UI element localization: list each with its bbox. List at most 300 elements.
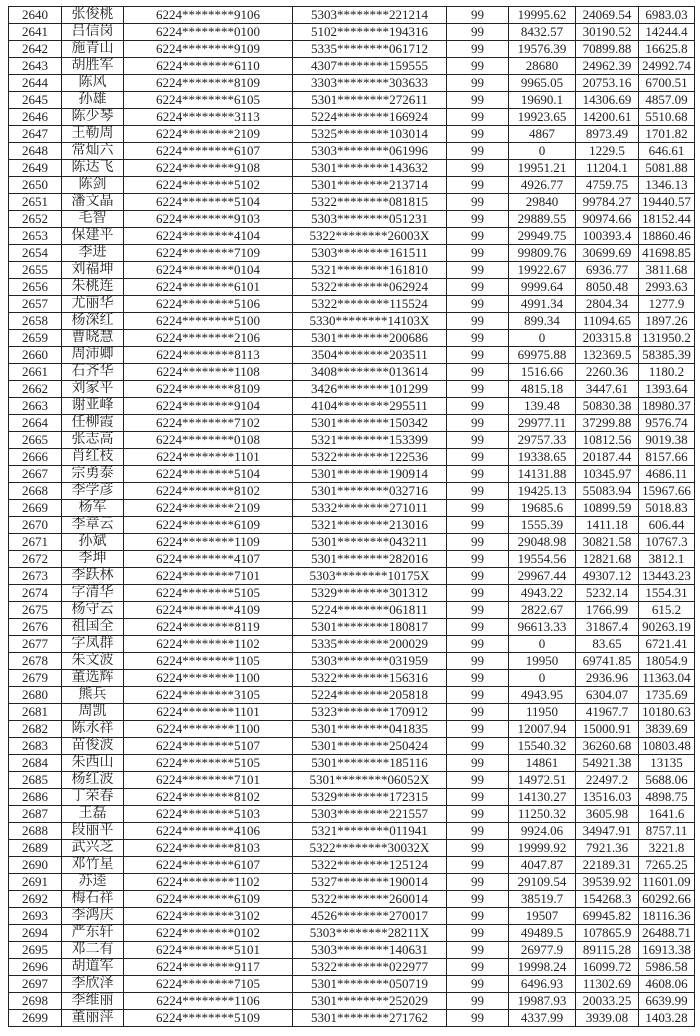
table-row — [9, 41, 695, 58]
id-number-cell: 5303********051231 — [293, 211, 447, 228]
table-row — [9, 925, 695, 942]
amount-3-cell: 5081.88 — [639, 160, 695, 177]
id-number-cell: 5303********061996 — [293, 143, 447, 160]
id-number-cell: 5303********28211X — [293, 925, 447, 942]
name-cell: 施青山 — [62, 41, 124, 58]
table-row — [9, 109, 695, 126]
amount-1-cell: 12007.94 — [509, 721, 576, 738]
amount-2-cell: 24962.39 — [576, 58, 639, 75]
amount-3-cell: 4857.09 — [639, 92, 695, 109]
name-cell: 李章云 — [62, 517, 124, 534]
table-row — [9, 143, 695, 160]
table-row — [9, 687, 695, 704]
id-number-cell: 5301********032716 — [293, 483, 447, 500]
amount-3-cell: 6700.51 — [639, 75, 695, 92]
row-number-cell: 2661 — [9, 364, 62, 381]
row-number-cell: 2684 — [9, 755, 62, 772]
amount-2-cell: 55083.94 — [576, 483, 639, 500]
bank-card-cell: 6224********4109 — [124, 602, 293, 619]
table-row — [9, 228, 695, 245]
amount-1-cell: 19999.92 — [509, 840, 576, 857]
id-number-cell: 5322********081815 — [293, 194, 447, 211]
name-cell: 杨深红 — [62, 313, 124, 330]
row-number-cell: 2663 — [9, 398, 62, 415]
code-cell: 99 — [447, 840, 509, 857]
amount-2-cell: 3939.08 — [576, 1010, 639, 1027]
amount-3-cell: 11601.09 — [639, 874, 695, 891]
amount-2-cell: 13516.03 — [576, 789, 639, 806]
amount-1-cell: 96613.33 — [509, 619, 576, 636]
amount-3-cell: 1393.64 — [639, 381, 695, 398]
bank-card-cell: 6224********5100 — [124, 313, 293, 330]
table-row — [9, 245, 695, 262]
bank-card-cell: 6224********8102 — [124, 483, 293, 500]
records-table-body — [9, 7, 695, 1027]
name-cell: 苗俊波 — [62, 738, 124, 755]
name-cell: 杨军 — [62, 500, 124, 517]
amount-2-cell: 20753.16 — [576, 75, 639, 92]
amount-3-cell: 3221.8 — [639, 840, 695, 857]
code-cell: 99 — [447, 245, 509, 262]
id-number-cell: 5224********061811 — [293, 602, 447, 619]
row-number-cell: 2641 — [9, 24, 62, 41]
amount-3-cell: 16625.8 — [639, 41, 695, 58]
code-cell: 99 — [447, 891, 509, 908]
bank-card-cell: 6224********1101 — [124, 704, 293, 721]
amount-3-cell: 1735.69 — [639, 687, 695, 704]
row-number-cell: 2666 — [9, 449, 62, 466]
bank-card-cell: 6224********0100 — [124, 24, 293, 41]
code-cell: 99 — [447, 24, 509, 41]
amount-3-cell: 3839.69 — [639, 721, 695, 738]
code-cell: 99 — [447, 41, 509, 58]
row-number-cell: 2699 — [9, 1010, 62, 1027]
amount-3-cell: 18152.44 — [639, 211, 695, 228]
id-number-cell: 5301********271762 — [293, 1010, 447, 1027]
name-cell: 朱桃连 — [62, 279, 124, 296]
row-number-cell: 2650 — [9, 177, 62, 194]
name-cell: 吕信岗 — [62, 24, 124, 41]
amount-2-cell: 11094.65 — [576, 313, 639, 330]
row-number-cell: 2695 — [9, 942, 62, 959]
amount-2-cell: 11204.1 — [576, 160, 639, 177]
bank-card-cell: 6224********7105 — [124, 976, 293, 993]
name-cell: 胡道军 — [62, 959, 124, 976]
amount-3-cell: 18054.9 — [639, 653, 695, 670]
name-cell: 苏逵 — [62, 874, 124, 891]
row-number-cell: 2646 — [9, 109, 62, 126]
bank-card-cell: 6224********6107 — [124, 857, 293, 874]
amount-1-cell: 14130.27 — [509, 789, 576, 806]
amount-2-cell: 14200.61 — [576, 109, 639, 126]
code-cell: 99 — [447, 517, 509, 534]
amount-1-cell: 11950 — [509, 704, 576, 721]
amount-2-cell: 89115.28 — [576, 942, 639, 959]
table-row — [9, 92, 695, 109]
name-cell: 孙斌 — [62, 534, 124, 551]
id-number-cell: 3426********101299 — [293, 381, 447, 398]
bank-card-cell: 6224********1109 — [124, 534, 293, 551]
id-number-cell: 5301********050719 — [293, 976, 447, 993]
id-number-cell: 5303********221214 — [293, 7, 447, 24]
amount-1-cell: 29977.11 — [509, 415, 576, 432]
bank-card-cell: 6224********9103 — [124, 211, 293, 228]
row-number-cell: 2667 — [9, 466, 62, 483]
name-cell: 任柳霞 — [62, 415, 124, 432]
id-number-cell: 5301********200686 — [293, 330, 447, 347]
amount-1-cell: 29840 — [509, 194, 576, 211]
id-number-cell: 5303********140631 — [293, 942, 447, 959]
table-row — [9, 908, 695, 925]
name-cell: 李维丽 — [62, 993, 124, 1010]
amount-3-cell: 2993.63 — [639, 279, 695, 296]
id-number-cell: 5322********125124 — [293, 857, 447, 874]
amount-3-cell: 58385.39 — [639, 347, 695, 364]
amount-2-cell: 22497.2 — [576, 772, 639, 789]
id-number-cell: 4526********270017 — [293, 908, 447, 925]
amount-1-cell: 26977.9 — [509, 942, 576, 959]
amount-3-cell: 3812.1 — [639, 551, 695, 568]
amount-3-cell: 11363.04 — [639, 670, 695, 687]
code-cell: 99 — [447, 330, 509, 347]
code-cell: 99 — [447, 1010, 509, 1027]
table-row — [9, 364, 695, 381]
row-number-cell: 2670 — [9, 517, 62, 534]
table-row — [9, 211, 695, 228]
id-number-cell: 5322********115524 — [293, 296, 447, 313]
bank-card-cell: 6224********5105 — [124, 755, 293, 772]
row-number-cell: 2672 — [9, 551, 62, 568]
id-number-cell: 5102********194316 — [293, 24, 447, 41]
amount-1-cell: 11250.32 — [509, 806, 576, 823]
code-cell: 99 — [447, 806, 509, 823]
table-row — [9, 398, 695, 415]
table-row — [9, 534, 695, 551]
amount-3-cell: 615.2 — [639, 602, 695, 619]
bank-card-cell: 6224********4106 — [124, 823, 293, 840]
amount-2-cell: 1229.5 — [576, 143, 639, 160]
row-number-cell: 2685 — [9, 772, 62, 789]
table-row — [9, 500, 695, 517]
name-cell: 常灿六 — [62, 143, 124, 160]
id-number-cell: 5322********156316 — [293, 670, 447, 687]
id-number-cell: 5301********272611 — [293, 92, 447, 109]
amount-1-cell: 4943.22 — [509, 585, 576, 602]
amount-3-cell: 5018.83 — [639, 500, 695, 517]
code-cell: 99 — [447, 585, 509, 602]
amount-1-cell: 899.34 — [509, 313, 576, 330]
amount-2-cell: 2804.34 — [576, 296, 639, 313]
code-cell: 99 — [447, 789, 509, 806]
id-number-cell: 5301********043211 — [293, 534, 447, 551]
name-cell: 胡胜军 — [62, 58, 124, 75]
id-number-cell: 5303********221557 — [293, 806, 447, 823]
amount-3-cell: 13135 — [639, 755, 695, 772]
amount-2-cell: 203315.8 — [576, 330, 639, 347]
table-row — [9, 296, 695, 313]
table-row — [9, 670, 695, 687]
row-number-cell: 2680 — [9, 687, 62, 704]
row-number-cell: 2657 — [9, 296, 62, 313]
name-cell: 李跃林 — [62, 568, 124, 585]
amount-1-cell: 4815.18 — [509, 381, 576, 398]
row-number-cell: 2678 — [9, 653, 62, 670]
code-cell: 99 — [447, 262, 509, 279]
bank-card-cell: 6224********5101 — [124, 942, 293, 959]
name-cell: 毛智 — [62, 211, 124, 228]
bank-card-cell: 6224********2109 — [124, 126, 293, 143]
bank-card-cell: 6224********3113 — [124, 109, 293, 126]
amount-3-cell: 15967.66 — [639, 483, 695, 500]
table-row — [9, 585, 695, 602]
id-number-cell: 5325********103014 — [293, 126, 447, 143]
name-cell: 邓二有 — [62, 942, 124, 959]
bank-card-cell: 6224********4104 — [124, 228, 293, 245]
amount-3-cell: 1701.82 — [639, 126, 695, 143]
name-cell: 张志高 — [62, 432, 124, 449]
amount-2-cell: 14306.69 — [576, 92, 639, 109]
amount-2-cell: 31867.4 — [576, 619, 639, 636]
code-cell: 99 — [447, 687, 509, 704]
name-cell: 陈风 — [62, 75, 124, 92]
table-row — [9, 636, 695, 653]
amount-2-cell: 132369.5 — [576, 347, 639, 364]
row-number-cell: 2690 — [9, 857, 62, 874]
amount-3-cell: 131950.2 — [639, 330, 695, 347]
amount-3-cell: 10803.48 — [639, 738, 695, 755]
records-table — [8, 6, 695, 1027]
amount-1-cell: 0 — [509, 670, 576, 687]
id-number-cell: 5322********022977 — [293, 959, 447, 976]
amount-2-cell: 154268.3 — [576, 891, 639, 908]
id-number-cell: 5335********200029 — [293, 636, 447, 653]
bank-card-cell: 6224********5107 — [124, 738, 293, 755]
row-number-cell: 2674 — [9, 585, 62, 602]
code-cell: 99 — [447, 619, 509, 636]
amount-3-cell: 14244.4 — [639, 24, 695, 41]
name-cell: 熊兵 — [62, 687, 124, 704]
code-cell: 99 — [447, 959, 509, 976]
amount-1-cell: 19425.13 — [509, 483, 576, 500]
code-cell: 99 — [447, 755, 509, 772]
id-number-cell: 5301********143632 — [293, 160, 447, 177]
row-number-cell: 2687 — [9, 806, 62, 823]
row-number-cell: 2640 — [9, 7, 62, 24]
amount-1-cell: 9965.05 — [509, 75, 576, 92]
bank-card-cell: 6224********7101 — [124, 568, 293, 585]
bank-card-cell: 6224********2109 — [124, 500, 293, 517]
amount-1-cell: 19950 — [509, 653, 576, 670]
amount-2-cell: 69741.85 — [576, 653, 639, 670]
amount-2-cell: 2936.96 — [576, 670, 639, 687]
name-cell: 李学彦 — [62, 483, 124, 500]
table-row — [9, 874, 695, 891]
bank-card-cell: 6224********2106 — [124, 330, 293, 347]
amount-2-cell: 10812.56 — [576, 432, 639, 449]
name-cell: 孙雄 — [62, 92, 124, 109]
code-cell: 99 — [447, 466, 509, 483]
row-number-cell: 2697 — [9, 976, 62, 993]
amount-2-cell: 2260.36 — [576, 364, 639, 381]
id-number-cell: 5301********06052X — [293, 772, 447, 789]
name-cell: 字清华 — [62, 585, 124, 602]
amount-1-cell: 0 — [509, 330, 576, 347]
code-cell: 99 — [447, 7, 509, 24]
amount-3-cell: 1346.13 — [639, 177, 695, 194]
amount-2-cell: 11302.69 — [576, 976, 639, 993]
bank-card-cell: 6224********6101 — [124, 279, 293, 296]
code-cell: 99 — [447, 279, 509, 296]
row-number-cell: 2696 — [9, 959, 62, 976]
table-row — [9, 704, 695, 721]
table-row — [9, 789, 695, 806]
bank-card-cell: 6224********7102 — [124, 415, 293, 432]
amount-3-cell: 8157.66 — [639, 449, 695, 466]
code-cell: 99 — [447, 92, 509, 109]
amount-2-cell: 8973.49 — [576, 126, 639, 143]
amount-3-cell: 3811.68 — [639, 262, 695, 279]
id-number-cell: 5224********166924 — [293, 109, 447, 126]
id-number-cell: 3504********203511 — [293, 347, 447, 364]
amount-3-cell: 13443.23 — [639, 568, 695, 585]
code-cell: 99 — [447, 568, 509, 585]
amount-1-cell: 139.48 — [509, 398, 576, 415]
row-number-cell: 2652 — [9, 211, 62, 228]
bank-card-cell: 6224********0108 — [124, 432, 293, 449]
code-cell: 99 — [447, 347, 509, 364]
table-row — [9, 993, 695, 1010]
bank-card-cell: 6224********9106 — [124, 7, 293, 24]
code-cell: 99 — [447, 398, 509, 415]
code-cell: 99 — [447, 738, 509, 755]
row-number-cell: 2668 — [9, 483, 62, 500]
row-number-cell: 2648 — [9, 143, 62, 160]
bank-card-cell: 6224********4107 — [124, 551, 293, 568]
amount-2-cell: 16099.72 — [576, 959, 639, 976]
id-number-cell: 5322********260014 — [293, 891, 447, 908]
id-number-cell: 5303********161511 — [293, 245, 447, 262]
id-number-cell: 5321********161810 — [293, 262, 447, 279]
bank-card-cell: 6224********8102 — [124, 789, 293, 806]
id-number-cell: 5303********10175X — [293, 568, 447, 585]
amount-3-cell: 90263.19 — [639, 619, 695, 636]
table-row — [9, 483, 695, 500]
table-row — [9, 279, 695, 296]
name-cell: 潘文晶 — [62, 194, 124, 211]
bank-card-cell: 6224********0102 — [124, 925, 293, 942]
id-number-cell: 5322********122536 — [293, 449, 447, 466]
code-cell: 99 — [447, 211, 509, 228]
amount-1-cell: 14861 — [509, 755, 576, 772]
amount-2-cell: 83.65 — [576, 636, 639, 653]
table-row — [9, 347, 695, 364]
code-cell: 99 — [447, 704, 509, 721]
code-cell: 99 — [447, 976, 509, 993]
amount-2-cell: 70899.88 — [576, 41, 639, 58]
table-row — [9, 177, 695, 194]
name-cell: 谢亚峰 — [62, 398, 124, 415]
amount-3-cell: 4608.06 — [639, 976, 695, 993]
amount-2-cell: 41967.7 — [576, 704, 639, 721]
table-row — [9, 942, 695, 959]
amount-2-cell: 3447.61 — [576, 381, 639, 398]
row-number-cell: 2694 — [9, 925, 62, 942]
name-cell: 杨守云 — [62, 602, 124, 619]
id-number-cell: 5323********170912 — [293, 704, 447, 721]
table-row — [9, 75, 695, 92]
table-row — [9, 449, 695, 466]
table-row — [9, 738, 695, 755]
name-cell: 宗勇泰 — [62, 466, 124, 483]
table-row — [9, 959, 695, 976]
amount-2-cell: 30699.69 — [576, 245, 639, 262]
amount-2-cell: 50830.38 — [576, 398, 639, 415]
name-cell: 李欣泽 — [62, 976, 124, 993]
amount-1-cell: 19690.1 — [509, 92, 576, 109]
row-number-cell: 2654 — [9, 245, 62, 262]
code-cell: 99 — [447, 823, 509, 840]
code-cell: 99 — [447, 653, 509, 670]
code-cell: 99 — [447, 908, 509, 925]
amount-3-cell: 19440.57 — [639, 194, 695, 211]
amount-1-cell: 19554.56 — [509, 551, 576, 568]
table-row — [9, 1010, 695, 1027]
name-cell: 王磊 — [62, 806, 124, 823]
amount-2-cell: 1411.18 — [576, 517, 639, 534]
id-number-cell: 5301********190914 — [293, 466, 447, 483]
amount-2-cell: 8050.48 — [576, 279, 639, 296]
amount-1-cell: 19685.6 — [509, 500, 576, 517]
name-cell: 刘家平 — [62, 381, 124, 398]
amount-2-cell: 34947.91 — [576, 823, 639, 840]
amount-3-cell: 5688.06 — [639, 772, 695, 789]
row-number-cell: 2664 — [9, 415, 62, 432]
amount-2-cell: 37299.88 — [576, 415, 639, 432]
amount-2-cell: 39539.92 — [576, 874, 639, 891]
row-number-cell: 2693 — [9, 908, 62, 925]
amount-3-cell: 606.44 — [639, 517, 695, 534]
row-number-cell: 2682 — [9, 721, 62, 738]
amount-1-cell: 4991.34 — [509, 296, 576, 313]
name-cell: 朱文波 — [62, 653, 124, 670]
amount-3-cell: 10767.3 — [639, 534, 695, 551]
id-number-cell: 4307********159555 — [293, 58, 447, 75]
id-number-cell: 5301********213714 — [293, 177, 447, 194]
amount-3-cell: 1403.28 — [639, 1010, 695, 1027]
table-row — [9, 772, 695, 789]
name-cell: 尤丽华 — [62, 296, 124, 313]
row-number-cell: 2675 — [9, 602, 62, 619]
id-number-cell: 5321********213016 — [293, 517, 447, 534]
bank-card-cell: 6224********0104 — [124, 262, 293, 279]
id-number-cell: 5301********150342 — [293, 415, 447, 432]
name-cell: 周凯 — [62, 704, 124, 721]
amount-1-cell: 19987.93 — [509, 993, 576, 1010]
table-row — [9, 160, 695, 177]
bank-card-cell: 6224********6105 — [124, 92, 293, 109]
amount-1-cell: 2822.67 — [509, 602, 576, 619]
table-row — [9, 194, 695, 211]
code-cell: 99 — [447, 993, 509, 1010]
name-cell: 字凤群 — [62, 636, 124, 653]
code-cell: 99 — [447, 721, 509, 738]
code-cell: 99 — [447, 194, 509, 211]
bank-card-cell: 6224********8119 — [124, 619, 293, 636]
name-cell: 李坤 — [62, 551, 124, 568]
row-number-cell: 2643 — [9, 58, 62, 75]
id-number-cell: 3303********303633 — [293, 75, 447, 92]
row-number-cell: 2656 — [9, 279, 62, 296]
